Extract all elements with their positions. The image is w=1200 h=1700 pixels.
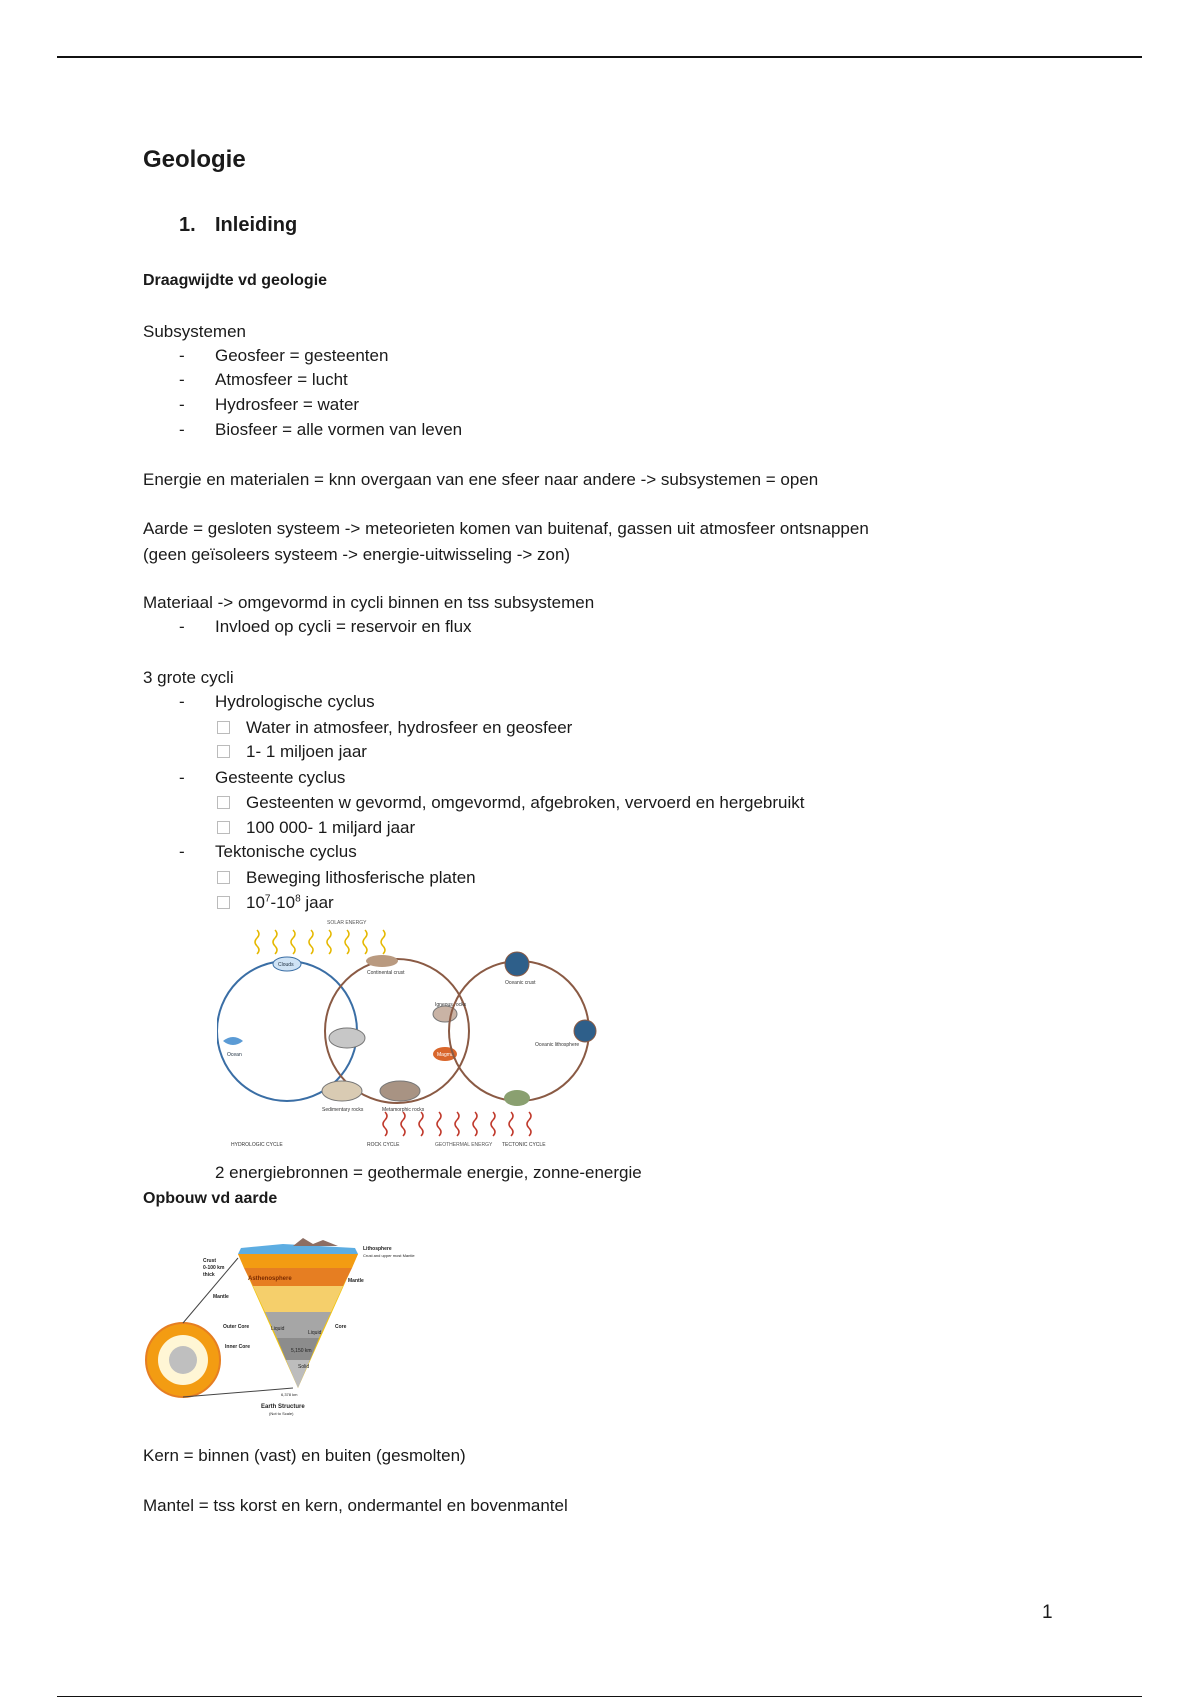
sub-list-item: Beweging lithosferische platen [217,868,476,888]
energy-paragraph: Energie en materialen = knn overgaan van ene sfeer naar andere -> subsystemen = open [143,470,819,489]
lithosphere-sub-label: Crust and upper most Mantle [363,1253,415,1258]
list-item: - Hydrosfeer = water [179,395,360,414]
earth-system-line-2: (geen geïsoleers systeem -> energie-uitwisseling -> zon) [143,545,571,564]
earth-structure-caption: Earth Structure [261,1404,305,1410]
continental-crust-label: Continental crust [367,970,405,976]
core-label: Core [335,1324,347,1330]
magma-label: Magma [437,1052,454,1058]
ocean-label: Ocean [227,1052,242,1058]
igneous-rocks-label: Igneous rocks [435,1002,467,1008]
header-rule [57,56,1142,58]
continental-crust-icon [366,955,398,967]
metamorphic-rocks-label: Metamorphic rocks [382,1107,425,1113]
sub-list-item: Water in atmosfeer, hydrosfeer en geosfeer [217,718,572,738]
cycles-heading: 3 grote cycli [143,668,234,687]
core-paragraph: Kern = binnen (vast) en buiten (gesmolten) [143,1446,466,1465]
list-item: - Geosfeer = gesteenten [179,346,389,365]
hydrologic-caption: HYDROLOGIC CYCLE [231,1142,283,1148]
outer-core-label: Outer Core [223,1324,250,1330]
earth-system-line-1: Aarde = gesloten systeem -> meteorieten komen van buitenaf, gassen uit atmosfeer ontsnappen [143,519,869,538]
section-number: 1. [179,214,196,236]
section-label: Inleiding [215,214,298,236]
liquid-label-right: Liquid [308,1330,322,1336]
metamorphic-rock-icon [380,1081,420,1101]
list-item: - Tektonische cyclus [179,842,357,861]
footer-rule [57,1696,1142,1697]
sediment-icon [329,1028,365,1048]
document-title: Geologie [143,146,246,173]
geothermal-energy-label: GEOTHERMAL ENERGY [435,1142,493,1148]
inner-core-circle [169,1346,197,1374]
structure-heading: Opbouw vd aarde [143,1190,278,1207]
sub-list-item: Gesteenten w gevormd, omgevormd, afgebroken, vervoerd en hergebruikt [217,793,804,813]
sedimentary-rocks-label: Sedimentary rocks [322,1107,364,1113]
sub-list-item: 100 000- 1 miljard jaar [217,818,415,838]
crust-thick-label: thick [203,1272,215,1278]
lithosphere-label: Lithosphere [363,1246,392,1252]
energy-sources-line: 2 energiebronnen = geothermale energie, zonne-energie [215,1163,642,1182]
sub-list-item: $10^7-10^8$ jaar [217,893,334,913]
liquid-label: Liquid [271,1326,285,1332]
list-item: - Gesteente cyclus [179,768,346,787]
list-item: - Invloed op cycli = reservoir en flux [179,617,472,636]
list-item: - Hydrologische cyclus [179,692,375,711]
earth-structure-subcaption: (Not to Scale) [269,1411,294,1416]
earth-structure-figure [143,1238,423,1418]
solar-energy-label: SOLAR ENERGY [327,920,367,926]
crust-label: Crust [203,1258,217,1264]
depth-bottom-label: 6,378 km [281,1392,298,1397]
oceanic-lithosphere-icon [574,1020,596,1042]
sedimentary-rock-icon [322,1081,362,1101]
crust-depth-label: 0-100 km [203,1265,225,1271]
solid-label: Solid [298,1364,310,1370]
list-item: - Atmosfeer = lucht [179,370,348,389]
page-number: 1 [1042,1602,1053,1623]
mantle-right-label: Mantle [348,1278,364,1284]
oceanic-lithosphere-label: Oceanic lithosphere [535,1042,580,1048]
inner-core-label: Inner Core [225,1344,251,1350]
oceanic-crust-icon [505,952,529,976]
scope-heading: Draagwijdte vd geologie [143,272,328,289]
section-heading [179,214,297,237]
rock-caption: ROCK CYCLE [367,1142,400,1148]
tectonic-caption: TECTONIC CYCLE [502,1142,546,1148]
list-item: - Biosfeer = alle vormen van leven [179,420,463,439]
rock-to-mantle-icon [504,1090,530,1106]
mantle-paragraph: Mantel = tss korst en kern, ondermantel en bovenmantel [143,1496,568,1515]
clouds-label: Clouds [278,962,294,968]
earth-cycles-figure [217,916,599,1148]
mantle-left-label: Mantle [213,1294,229,1300]
oceanic-crust-label: Oceanic crust [505,980,536,986]
asthenosphere-label: Asthenosphere [248,1276,292,1282]
sub-list-item: 1- 1 miljoen jaar [217,742,367,762]
subsystems-heading: Subsystemen [143,322,246,341]
material-paragraph: Materiaal -> omgevormd in cycli binnen en tss subsystemen [143,593,595,612]
depth-mid-label: 5,150 km [291,1348,312,1354]
ocean-icon [223,1037,243,1045]
